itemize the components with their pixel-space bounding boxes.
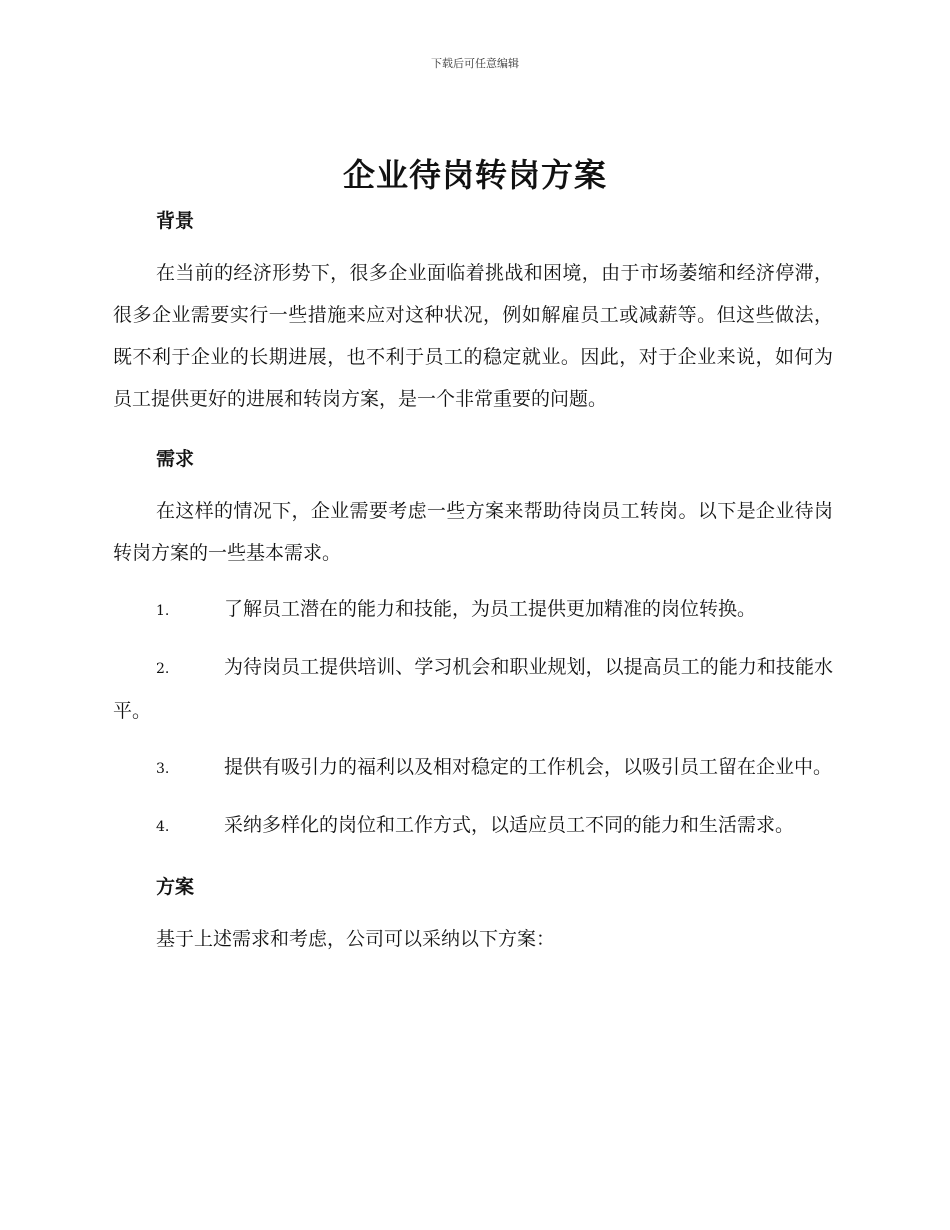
needs-paragraph: 在这样的情况下，企业需要考虑一些方案来帮助待岗员工转岗。以下是企业待岗转岗方案的一些基本需求。 <box>113 500 833 564</box>
section-heading-background: 背景 <box>156 210 195 232</box>
needs-list-item <box>113 646 833 732</box>
section-heading-plan: 方案 <box>156 876 195 898</box>
section-heading-needs: 需求 <box>156 448 195 470</box>
list-item-text: 为待岗员工提供培训、学习机会和职业规划，以提高员工的能力和技能水平。 <box>113 656 833 722</box>
page-header-note: 下载后可任意编辑 <box>431 57 519 70</box>
document-title: 企业待岗转岗方案 <box>342 156 607 194</box>
list-number: 4. <box>156 819 170 835</box>
background-paragraph: 在当前的经济形势下，很多企业面临着挑战和困境，由于市场萎缩和经济停滞，很多企业需要实行一些措施来应对这种状况，例如解雇员工或减薪等。但这些做法，既不利于企业的长期进展，也不利于员工的稳定就业。因此，对于企业来说，如何为员工提供更好的进展和转岗方案，是一个非常重要的问题。 <box>113 262 833 410</box>
list-item-text: 采纳多样化的岗位和工作方式，以适应员工不同的能力和生活需求。 <box>224 814 795 836</box>
list-number: 1. <box>156 603 170 619</box>
needs-list-item <box>113 588 833 632</box>
list-item-text: 了解员工潜在的能力和技能，为员工提供更加精准的岗位转换。 <box>224 598 757 620</box>
list-number: 2. <box>156 661 170 677</box>
needs-list-item <box>113 804 833 848</box>
needs-list-item <box>113 746 833 790</box>
list-number: 3. <box>156 761 170 777</box>
document-body <box>113 204 833 960</box>
plan-paragraph: 基于上述需求和考虑，公司可以采纳以下方案： <box>156 928 556 950</box>
list-item-text: 提供有吸引力的福利以及相对稳定的工作机会，以吸引员工留在企业中。 <box>224 756 833 778</box>
